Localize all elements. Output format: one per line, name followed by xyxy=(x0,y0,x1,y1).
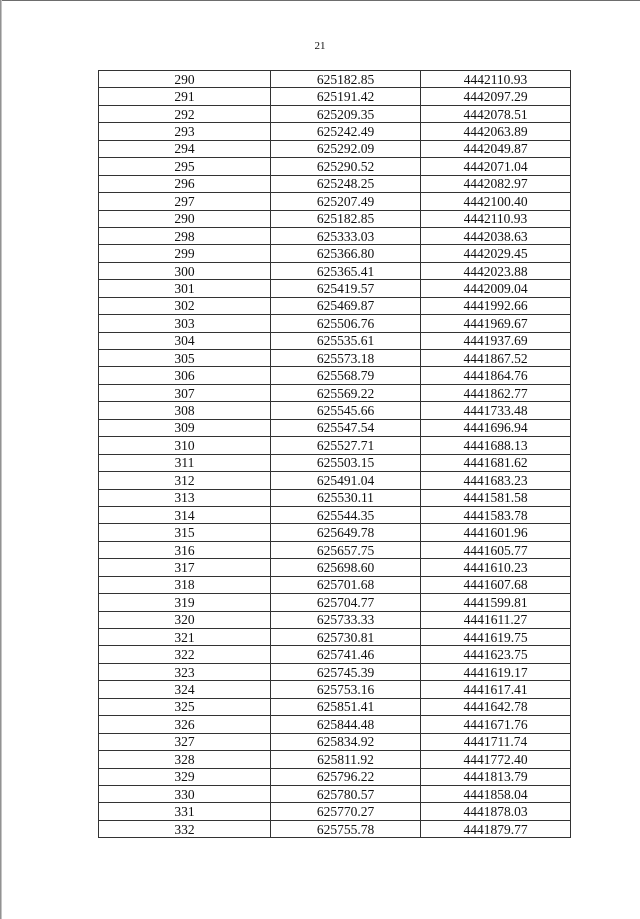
point-number-cell: 316 xyxy=(99,541,271,558)
point-number-cell: 323 xyxy=(99,663,271,680)
point-number-cell: 309 xyxy=(99,419,271,436)
point-number-cell: 322 xyxy=(99,646,271,663)
point-number-cell: 313 xyxy=(99,489,271,506)
point-number-cell: 301 xyxy=(99,280,271,297)
y-coordinate-cell: 4441688.13 xyxy=(421,437,571,454)
x-coordinate-cell: 625573.18 xyxy=(271,350,421,367)
point-number-cell: 291 xyxy=(99,88,271,105)
y-coordinate-cell: 4442097.29 xyxy=(421,88,571,105)
x-coordinate-cell: 625844.48 xyxy=(271,716,421,733)
point-number-cell: 302 xyxy=(99,297,271,314)
point-number-cell: 300 xyxy=(99,262,271,279)
table-row xyxy=(99,123,571,140)
y-coordinate-cell: 4441671.76 xyxy=(421,716,571,733)
y-coordinate-cell: 4441619.75 xyxy=(421,629,571,646)
x-coordinate-cell: 625730.81 xyxy=(271,629,421,646)
table-row xyxy=(99,698,571,715)
point-number-cell: 319 xyxy=(99,594,271,611)
table-row xyxy=(99,559,571,576)
table-row xyxy=(99,210,571,227)
table-row xyxy=(99,663,571,680)
x-coordinate-cell: 625248.25 xyxy=(271,175,421,192)
table-row xyxy=(99,262,571,279)
page-edge-left xyxy=(0,0,2,919)
page-number: 21 xyxy=(314,40,326,52)
x-coordinate-cell: 625745.39 xyxy=(271,663,421,680)
table-row xyxy=(99,332,571,349)
y-coordinate-cell: 4441696.94 xyxy=(421,419,571,436)
x-coordinate-cell: 625469.87 xyxy=(271,297,421,314)
y-coordinate-cell: 4442009.04 xyxy=(421,280,571,297)
y-coordinate-cell: 4441858.04 xyxy=(421,785,571,802)
x-coordinate-cell: 625503.15 xyxy=(271,454,421,471)
point-number-cell: 290 xyxy=(99,71,271,88)
table-row xyxy=(99,733,571,750)
table-row xyxy=(99,454,571,471)
x-coordinate-cell: 625491.04 xyxy=(271,472,421,489)
y-coordinate-cell: 4441733.48 xyxy=(421,402,571,419)
table-row xyxy=(99,506,571,523)
y-coordinate-cell: 4441772.40 xyxy=(421,751,571,768)
y-coordinate-cell: 4442038.63 xyxy=(421,227,571,244)
y-coordinate-cell: 4441879.77 xyxy=(421,820,571,837)
y-coordinate-cell: 4442110.93 xyxy=(421,71,571,88)
table-row xyxy=(99,472,571,489)
point-number-cell: 290 xyxy=(99,210,271,227)
x-coordinate-cell: 625568.79 xyxy=(271,367,421,384)
x-coordinate-cell: 625649.78 xyxy=(271,524,421,541)
point-number-cell: 320 xyxy=(99,611,271,628)
table-row xyxy=(99,402,571,419)
table-row xyxy=(99,245,571,262)
table-row xyxy=(99,315,571,332)
point-number-cell: 305 xyxy=(99,350,271,367)
table-row xyxy=(99,350,571,367)
x-coordinate-cell: 625796.22 xyxy=(271,768,421,785)
y-coordinate-cell: 4441601.96 xyxy=(421,524,571,541)
table-row xyxy=(99,437,571,454)
x-coordinate-cell: 625506.76 xyxy=(271,315,421,332)
y-coordinate-cell: 4441617.41 xyxy=(421,681,571,698)
point-number-cell: 310 xyxy=(99,437,271,454)
y-coordinate-cell: 4441610.23 xyxy=(421,559,571,576)
table-row xyxy=(99,227,571,244)
point-number-cell: 295 xyxy=(99,158,271,175)
table-row xyxy=(99,681,571,698)
x-coordinate-cell: 625770.27 xyxy=(271,803,421,820)
point-number-cell: 292 xyxy=(99,105,271,122)
table-row xyxy=(99,820,571,837)
point-number-cell: 299 xyxy=(99,245,271,262)
x-coordinate-cell: 625333.03 xyxy=(271,227,421,244)
x-coordinate-cell: 625851.41 xyxy=(271,698,421,715)
table-row xyxy=(99,297,571,314)
point-number-cell: 311 xyxy=(99,454,271,471)
table-row xyxy=(99,88,571,105)
point-number-cell: 324 xyxy=(99,681,271,698)
y-coordinate-cell: 4441862.77 xyxy=(421,384,571,401)
table-row xyxy=(99,803,571,820)
x-coordinate-cell: 625419.57 xyxy=(271,280,421,297)
point-number-cell: 317 xyxy=(99,559,271,576)
x-coordinate-cell: 625547.54 xyxy=(271,419,421,436)
y-coordinate-cell: 4441611.27 xyxy=(421,611,571,628)
coordinates-table-body xyxy=(99,71,571,838)
point-number-cell: 307 xyxy=(99,384,271,401)
y-coordinate-cell: 4441599.81 xyxy=(421,594,571,611)
x-coordinate-cell: 625182.85 xyxy=(271,71,421,88)
page-edge-top xyxy=(0,0,640,1)
x-coordinate-cell: 625780.57 xyxy=(271,785,421,802)
point-number-cell: 306 xyxy=(99,367,271,384)
x-coordinate-cell: 625527.71 xyxy=(271,437,421,454)
x-coordinate-cell: 625545.66 xyxy=(271,402,421,419)
y-coordinate-cell: 4442078.51 xyxy=(421,105,571,122)
table-row xyxy=(99,768,571,785)
x-coordinate-cell: 625366.80 xyxy=(271,245,421,262)
x-coordinate-cell: 625741.46 xyxy=(271,646,421,663)
x-coordinate-cell: 625535.61 xyxy=(271,332,421,349)
table-row xyxy=(99,716,571,733)
point-number-cell: 314 xyxy=(99,506,271,523)
point-number-cell: 297 xyxy=(99,193,271,210)
y-coordinate-cell: 4441878.03 xyxy=(421,803,571,820)
point-number-cell: 327 xyxy=(99,733,271,750)
x-coordinate-cell: 625657.75 xyxy=(271,541,421,558)
x-coordinate-cell: 625755.78 xyxy=(271,820,421,837)
x-coordinate-cell: 625209.35 xyxy=(271,105,421,122)
table-row xyxy=(99,576,571,593)
point-number-cell: 326 xyxy=(99,716,271,733)
y-coordinate-cell: 4441867.52 xyxy=(421,350,571,367)
x-coordinate-cell: 625365.41 xyxy=(271,262,421,279)
point-number-cell: 308 xyxy=(99,402,271,419)
y-coordinate-cell: 4441937.69 xyxy=(421,332,571,349)
table-row xyxy=(99,594,571,611)
point-number-cell: 293 xyxy=(99,123,271,140)
table-row xyxy=(99,105,571,122)
y-coordinate-cell: 4442110.93 xyxy=(421,210,571,227)
x-coordinate-cell: 625292.09 xyxy=(271,140,421,157)
table-row xyxy=(99,489,571,506)
table-row xyxy=(99,785,571,802)
y-coordinate-cell: 4441969.67 xyxy=(421,315,571,332)
table-row xyxy=(99,629,571,646)
x-coordinate-cell: 625698.60 xyxy=(271,559,421,576)
point-number-cell: 296 xyxy=(99,175,271,192)
y-coordinate-cell: 4442049.87 xyxy=(421,140,571,157)
point-number-cell: 303 xyxy=(99,315,271,332)
x-coordinate-cell: 625569.22 xyxy=(271,384,421,401)
point-number-cell: 330 xyxy=(99,785,271,802)
table-row xyxy=(99,280,571,297)
y-coordinate-cell: 4441992.66 xyxy=(421,297,571,314)
y-coordinate-cell: 4441607.68 xyxy=(421,576,571,593)
point-number-cell: 328 xyxy=(99,751,271,768)
x-coordinate-cell: 625182.85 xyxy=(271,210,421,227)
x-coordinate-cell: 625733.33 xyxy=(271,611,421,628)
point-number-cell: 331 xyxy=(99,803,271,820)
y-coordinate-cell: 4441581.58 xyxy=(421,489,571,506)
table-row xyxy=(99,140,571,157)
y-coordinate-cell: 4441623.75 xyxy=(421,646,571,663)
table-row xyxy=(99,751,571,768)
coordinates-table xyxy=(98,70,571,838)
y-coordinate-cell: 4442082.97 xyxy=(421,175,571,192)
y-coordinate-cell: 4441619.17 xyxy=(421,663,571,680)
point-number-cell: 321 xyxy=(99,629,271,646)
table-row xyxy=(99,419,571,436)
y-coordinate-cell: 4441681.62 xyxy=(421,454,571,471)
y-coordinate-cell: 4441605.77 xyxy=(421,541,571,558)
y-coordinate-cell: 4442023.88 xyxy=(421,262,571,279)
x-coordinate-cell: 625701.68 xyxy=(271,576,421,593)
y-coordinate-cell: 4442071.04 xyxy=(421,158,571,175)
point-number-cell: 318 xyxy=(99,576,271,593)
table-row xyxy=(99,611,571,628)
point-number-cell: 325 xyxy=(99,698,271,715)
y-coordinate-cell: 4442029.45 xyxy=(421,245,571,262)
table-row xyxy=(99,193,571,210)
y-coordinate-cell: 4441583.78 xyxy=(421,506,571,523)
x-coordinate-cell: 625207.49 xyxy=(271,193,421,210)
x-coordinate-cell: 625191.42 xyxy=(271,88,421,105)
table-row xyxy=(99,384,571,401)
table-row xyxy=(99,646,571,663)
table-row xyxy=(99,367,571,384)
point-number-cell: 332 xyxy=(99,820,271,837)
table-row xyxy=(99,71,571,88)
y-coordinate-cell: 4441813.79 xyxy=(421,768,571,785)
x-coordinate-cell: 625242.49 xyxy=(271,123,421,140)
table-row xyxy=(99,541,571,558)
x-coordinate-cell: 625544.35 xyxy=(271,506,421,523)
table-row xyxy=(99,175,571,192)
table-row xyxy=(99,158,571,175)
y-coordinate-cell: 4441642.78 xyxy=(421,698,571,715)
point-number-cell: 315 xyxy=(99,524,271,541)
y-coordinate-cell: 4442100.40 xyxy=(421,193,571,210)
y-coordinate-cell: 4441683.23 xyxy=(421,472,571,489)
y-coordinate-cell: 4441711.74 xyxy=(421,733,571,750)
x-coordinate-cell: 625834.92 xyxy=(271,733,421,750)
point-number-cell: 298 xyxy=(99,227,271,244)
point-number-cell: 294 xyxy=(99,140,271,157)
x-coordinate-cell: 625290.52 xyxy=(271,158,421,175)
x-coordinate-cell: 625530.11 xyxy=(271,489,421,506)
point-number-cell: 304 xyxy=(99,332,271,349)
y-coordinate-cell: 4441864.76 xyxy=(421,367,571,384)
x-coordinate-cell: 625753.16 xyxy=(271,681,421,698)
point-number-cell: 312 xyxy=(99,472,271,489)
x-coordinate-cell: 625811.92 xyxy=(271,751,421,768)
point-number-cell: 329 xyxy=(99,768,271,785)
x-coordinate-cell: 625704.77 xyxy=(271,594,421,611)
y-coordinate-cell: 4442063.89 xyxy=(421,123,571,140)
table-row xyxy=(99,524,571,541)
